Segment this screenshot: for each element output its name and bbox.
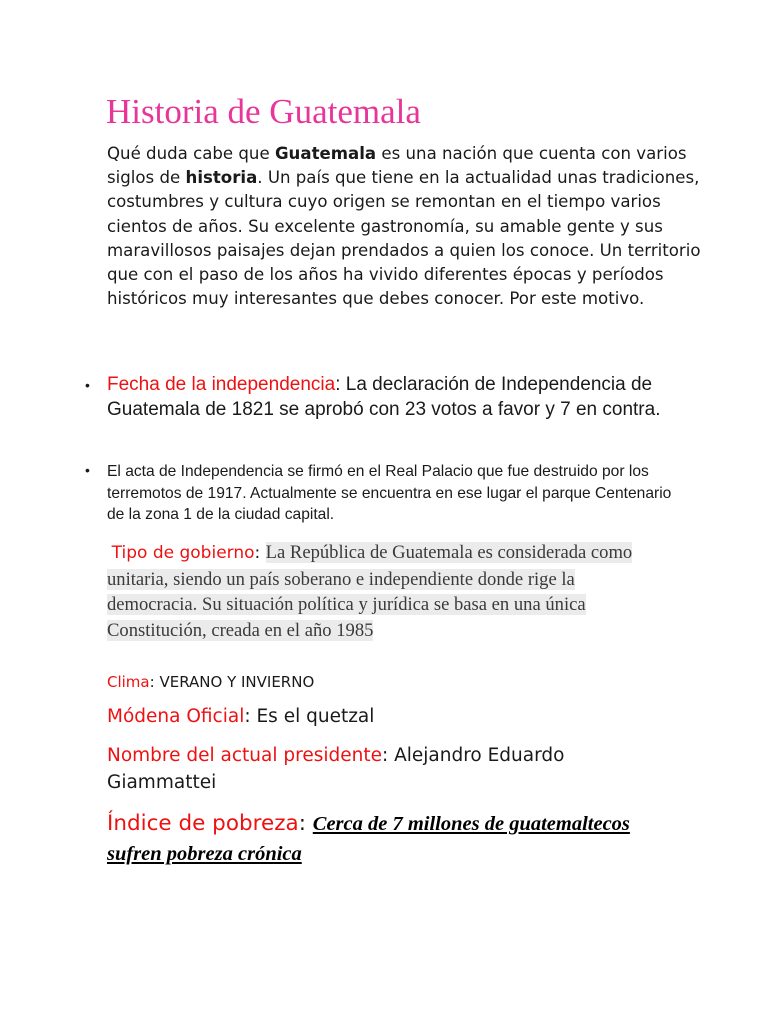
presidente-value: Alejandro Eduardo Giammattei [107, 745, 565, 793]
gobierno-label: Tipo de gobierno [111, 543, 255, 563]
pobreza-value: Cerca de 7 millones de guatemaltecos sufren pobreza crónica [107, 813, 630, 865]
moneda-label: Módena Oficial [107, 706, 245, 727]
acta-text: El acta de Independencia se firmó en el Real Palacio que fue destruido por los terremotos de 1917. Actualmente se encuentra en ese lugar el parque Centenario de la zona 1 de la ciudad capital. [107, 463, 672, 523]
clima-colon: : [149, 673, 160, 691]
clima-line [107, 673, 314, 691]
presidente-colon: : [381, 745, 395, 766]
moneda-colon: : [244, 706, 257, 727]
intro-bold-guatemala: Guatemala [274, 144, 377, 163]
moneda-line [107, 706, 374, 727]
intro-text-1: Qué duda cabe que [107, 144, 275, 163]
pobreza-line [107, 809, 667, 869]
bullet-marker: • [85, 377, 90, 393]
gobierno-paragraph [107, 540, 667, 643]
clima-label: Clima [107, 673, 150, 691]
pobreza-colon: : [298, 811, 313, 836]
gobierno-colon: : [254, 543, 266, 563]
clima-value: VERANO Y INVIERNO [159, 673, 315, 691]
intro-text-3: . Un país que tiene en la actualidad unas tradiciones, costumbres y cultura cuyo origen se remontan en el tiempo varios cientos de años. Su excelente gastronomía, su amable gente y sus maravillosos paisajes dejan prendados a quien los conoce. Un territorio que con el paso de los años ha vivido diferentes épocas y períodos históricos muy interesantes que debes conocer. Por este motivo. [107, 168, 701, 309]
intro-paragraph [107, 142, 707, 311]
presidente-label: Nombre del actual presidente [107, 745, 382, 766]
bullet-independencia [85, 373, 667, 422]
presidente-line [107, 742, 667, 796]
bullet-marker: • [85, 462, 90, 478]
intro-bold-historia: historia [185, 168, 258, 188]
gobierno-text: La República de Guatemala es considerada como unitaria, siendo un país soberano e independiente donde rige la democracia. Su situación política y jurídica se basa en una única Constitución, creada en el año 1985 [107, 542, 633, 641]
independencia-text: La declaración de Independencia de Guatemala de 1821 se aprobó con 23 votos a favor y 7 en contra. [107, 374, 661, 420]
intro-text-2: es una nación que cuenta con varios siglos de [107, 144, 687, 188]
independencia-colon: : [335, 374, 341, 395]
pobreza-label: Índice de pobreza [107, 811, 299, 836]
moneda-value: Es el quetzal [256, 706, 375, 727]
independencia-label: Fecha de la independencia [107, 374, 336, 395]
page-title: Historia de Guatemala [106, 92, 421, 131]
bullet-acta [85, 461, 687, 526]
